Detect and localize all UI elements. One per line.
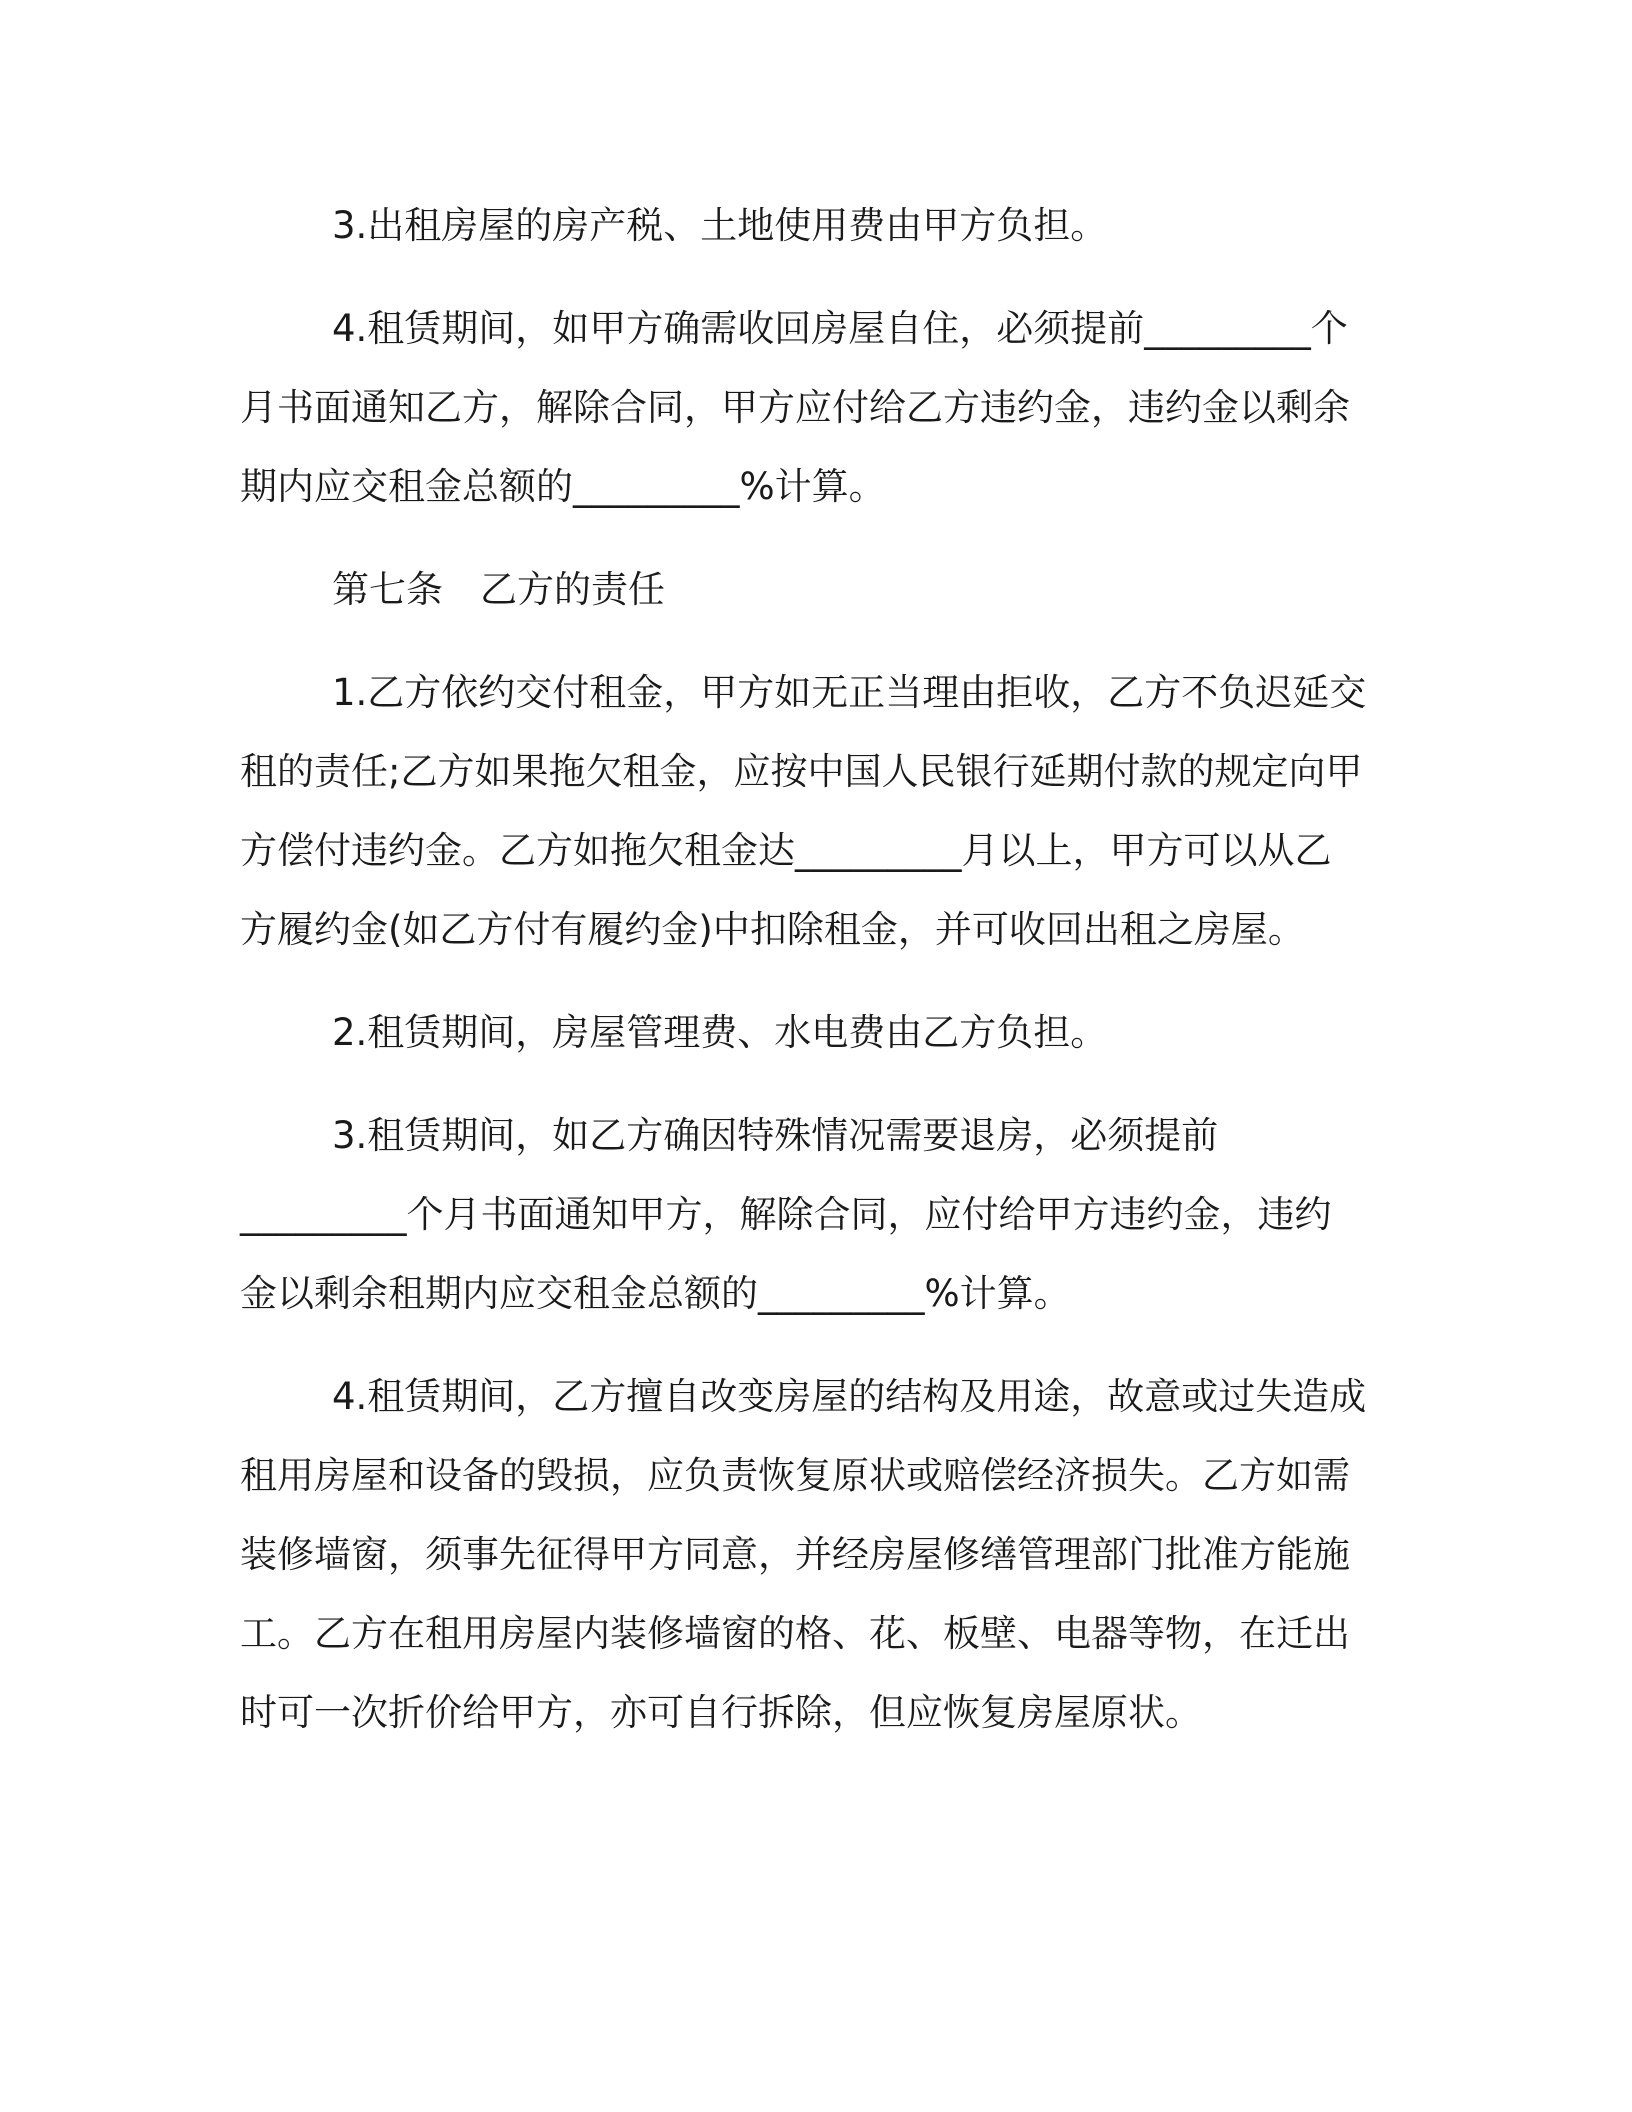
- text-line: 期内应交租金总额的_________%计算。: [240, 465, 886, 508]
- clause-7-item-2: [240, 993, 1390, 1072]
- clause-6-item-3: [240, 186, 1390, 265]
- text-line: 1.乙方依约交付租金，甲方如无正当理由拒收，乙方不负迟延交: [332, 671, 1367, 714]
- text-line: _________个月书面通知甲方，解除合同，应付给甲方违约金，违约: [240, 1193, 1332, 1236]
- text-line: 4.租赁期间，如甲方确需收回房屋自住，必须提前_________个: [332, 307, 1348, 350]
- clause-7-item-1: [240, 653, 1390, 969]
- text-line: 装修墙窗，须事先征得甲方同意，并经房屋修缮管理部门批准方能施: [240, 1533, 1350, 1576]
- text-line: 金以剩余租期内应交租金总额的_________%计算。: [240, 1272, 1071, 1315]
- clause-7-heading: [240, 550, 1390, 629]
- text-line: 方履约金(如乙方付有履约金)中扣除租金，并可收回出租之房屋。: [240, 908, 1305, 951]
- clause-7-item-4: [240, 1357, 1390, 1752]
- text-line: 方偿付违约金。乙方如拖欠租金达_________月以上，甲方可以从乙: [240, 829, 1332, 872]
- section-heading: 第七条 乙方的责任: [332, 568, 665, 611]
- text-line: 2.租赁期间，房屋管理费、水电费由乙方负担。: [332, 1011, 1108, 1054]
- text-line: 月书面通知乙方，解除合同，甲方应付给乙方违约金，违约金以剩余: [240, 386, 1350, 429]
- text-line: 4.租赁期间，乙方擅自改变房屋的结构及用途，故意或过失造成: [332, 1375, 1367, 1418]
- text-line: 工。乙方在租用房屋内装修墙窗的格、花、板壁、电器等物，在迁出: [240, 1612, 1350, 1655]
- text-line: 租的责任;乙方如果拖欠租金，应按中国人民银行延期付款的规定向甲: [240, 750, 1363, 793]
- clause-7-item-3: [240, 1096, 1390, 1333]
- document-body: [240, 186, 1390, 1776]
- text-line: 3.租赁期间，如乙方确因特殊情况需要退房，必须提前: [332, 1114, 1219, 1157]
- text-line: 3.出租房屋的房产税、土地使用费由甲方负担。: [332, 204, 1108, 247]
- text-line: 租用房屋和设备的毁损，应负责恢复原状或赔偿经济损失。乙方如需: [240, 1454, 1350, 1497]
- text-line: 时可一次折价给甲方，亦可自行拆除，但应恢复房屋原状。: [240, 1691, 1202, 1734]
- clause-6-item-4: [240, 289, 1390, 526]
